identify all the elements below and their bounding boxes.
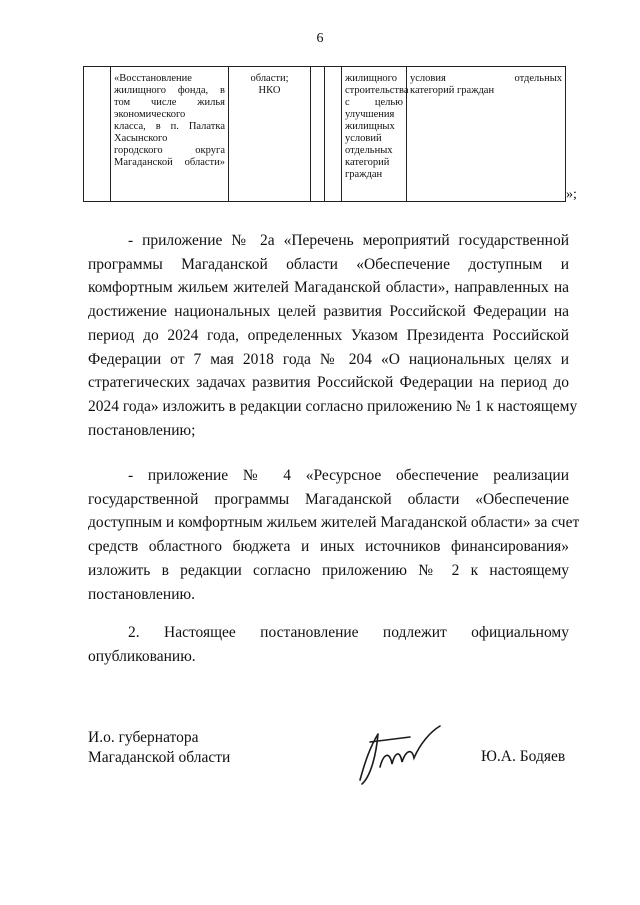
table-row (84, 67, 566, 202)
table-cell-line: Хасынского (114, 133, 168, 144)
table-cell-result (407, 67, 566, 202)
table-cell-line: том числе жилья (114, 97, 225, 108)
paragraph-line: 2024 года» изложить в редакции согласно приложению № 1 к настоящему (88, 397, 578, 415)
signatory-name: Ю.А. Бодяев (481, 748, 566, 765)
table-cell-line: городского округа (114, 145, 225, 156)
paragraph-appendix-2a (88, 229, 578, 442)
paragraph-line: 2. Настоящее постановление подлежит официальному (128, 624, 569, 641)
signatory-position-line2: Магаданской области (88, 749, 231, 766)
table-cell-line: НКО (258, 85, 281, 96)
paragraph-line: стратегических задачах развития Российской Федерации на период до (88, 374, 569, 392)
paragraph-line: Федерации от 7 мая 2018 года № 204 «О национальных целях и (88, 350, 569, 368)
table-cell-line: Магаданской области» (114, 157, 225, 168)
table-cell-line: условий (345, 133, 382, 144)
signatory-position-line1: И.о. губернатора (88, 729, 199, 746)
table-cell-col4 (311, 67, 325, 202)
table-cell-line: граждан (345, 169, 383, 180)
signatory-position (88, 728, 230, 768)
page-number: 6 (316, 31, 324, 46)
table-cell-line: улучшения (345, 109, 395, 120)
paragraph-publication (88, 621, 569, 668)
handwritten-signature (340, 722, 450, 792)
paragraph-line: - приложение № 2а «Перечень мероприятий государственной (128, 232, 569, 249)
table-cell-goal (342, 67, 407, 202)
table-cell-line: жилищных (345, 121, 395, 132)
paragraph-line: - приложение № 4 «Ресурсное обеспечение реализации (128, 467, 569, 484)
table-cell-col1 (84, 67, 111, 202)
table-close-quote: »; (566, 187, 577, 202)
paragraph-line: опубликованию. (88, 647, 196, 665)
table-cell-line: класса, в п. Палатка (114, 121, 225, 132)
table-cell-line: «Восстановление (114, 73, 192, 84)
paragraph-line: государственной программы Магаданской области «Обеспечение (88, 490, 569, 508)
table-cell-line: строительства (345, 85, 409, 96)
table-cell-line: категорий граждан (410, 85, 495, 96)
table-cell-line: с целью (345, 97, 403, 108)
table-cell-line: категорий (345, 157, 390, 168)
paragraph-line: постановлению; (88, 421, 196, 439)
paragraph-line: средств областного бюджета и иных источников финансирования» (88, 538, 569, 556)
table-cell-line: условия отдельных (410, 73, 562, 84)
paragraph-line: период до 2024 года, определенных Указом Президента Российской (88, 326, 569, 344)
paragraph-line: изложить в редакции согласно приложению № 2 к настоящему (88, 561, 569, 579)
table-cell-line: области; (250, 73, 289, 84)
table-cell-line: отдельных (345, 145, 393, 156)
table-cell-line: экономического (114, 109, 186, 120)
table-cell-executor (229, 67, 311, 202)
table-cell-event-name (111, 67, 229, 202)
paragraph-line: комфортным жильем жителей Магаданской области», направленных на (88, 279, 569, 297)
paragraph-line: постановлению. (88, 585, 195, 603)
paragraph-line: программы Магаданской области «Обеспечение доступным и (88, 255, 569, 273)
table-cell-col5 (325, 67, 342, 202)
paragraph-line: достижение национальных целей развития Российской Федерации на (88, 303, 569, 321)
program-table (83, 66, 566, 202)
table-cell-line: жилищного (345, 73, 397, 84)
paragraph-line: доступным и комфортным жильем жителей Магаданской области» за счет (88, 514, 580, 532)
paragraph-appendix-4 (88, 464, 580, 606)
table-cell-line: жилищного фонда, в (114, 85, 225, 96)
